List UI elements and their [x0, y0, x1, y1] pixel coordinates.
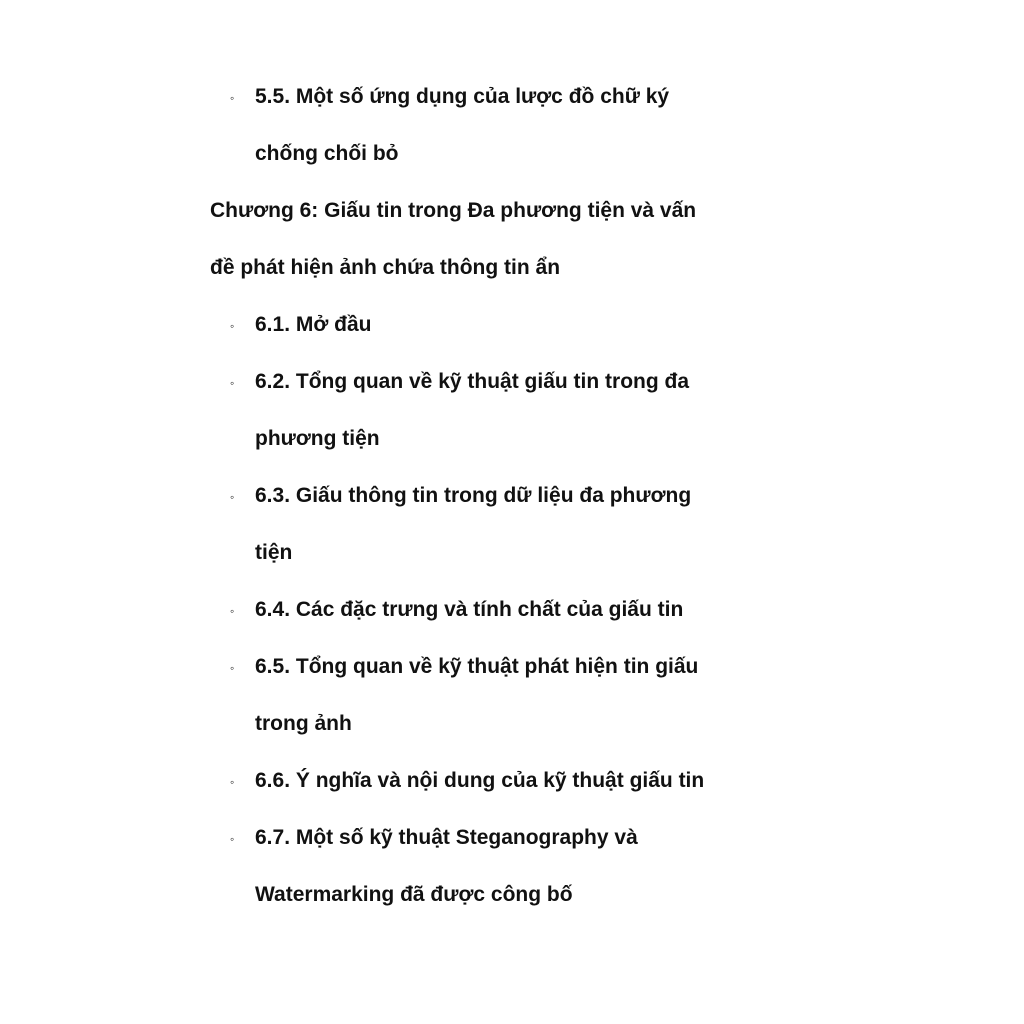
bullet-icon: ◦ [230, 319, 235, 333]
toc-item-text: 6.6. Ý nghĩa và nội dung của kỹ thuật giấu tin [255, 769, 705, 792]
toc-item-6-7 [210, 809, 790, 866]
toc-item-6-3-continued [210, 524, 790, 581]
toc-item-5-5 [210, 68, 790, 125]
toc-item-text: 6.5. Tổng quan về kỹ thuật phát hiện tin giấu [255, 655, 699, 678]
toc-item-6-4 [210, 581, 790, 638]
bullet-icon: ◦ [230, 661, 235, 675]
toc-item-5-5-continued [210, 125, 790, 182]
bullet-icon: ◦ [230, 376, 235, 390]
toc-item-6-5-continued [210, 695, 790, 752]
toc-item-text: 6.7. Một số kỹ thuật Steganography và [255, 826, 638, 849]
chapter-6-heading-continued [210, 239, 790, 296]
toc-item-text: phương tiện [255, 427, 380, 450]
chapter-heading-text: Chương 6: Giấu tin trong Đa phương tiện và vấn [210, 199, 697, 222]
toc-item-6-2 [210, 353, 790, 410]
toc-item-text: 5.5. Một số ứng dụng của lược đồ chữ ký [255, 85, 670, 108]
toc-item-6-5 [210, 638, 790, 695]
bullet-icon: ◦ [230, 832, 235, 846]
toc-item-6-7-continued [210, 866, 790, 923]
toc-item-text: Watermarking đã được công bố [255, 883, 573, 906]
toc-item-text: trong ảnh [255, 712, 352, 735]
chapter-heading-text: đề phát hiện ảnh chứa thông tin ẩn [210, 256, 561, 279]
toc-item-6-1 [210, 296, 790, 353]
bullet-icon: ◦ [230, 604, 235, 618]
toc-item-6-2-continued [210, 410, 790, 467]
toc-item-text: 6.2. Tổng quan về kỹ thuật giấu tin trong đa [255, 370, 690, 393]
bullet-icon: ◦ [230, 775, 235, 789]
toc-item-text: chống chối bỏ [255, 142, 399, 165]
bullet-icon: ◦ [230, 490, 235, 504]
toc-item-text: 6.3. Giấu thông tin trong dữ liệu đa phương [255, 484, 692, 507]
bullet-icon: ◦ [230, 91, 235, 105]
chapter-6-heading [210, 182, 790, 239]
toc-item-6-3 [210, 467, 790, 524]
toc-item-text: 6.1. Mở đầu [255, 313, 372, 336]
toc-item-text: 6.4. Các đặc trưng và tính chất của giấu tin [255, 598, 684, 621]
toc-item-text: tiện [255, 541, 293, 564]
toc-item-6-6 [210, 752, 790, 809]
table-of-contents [210, 68, 790, 923]
